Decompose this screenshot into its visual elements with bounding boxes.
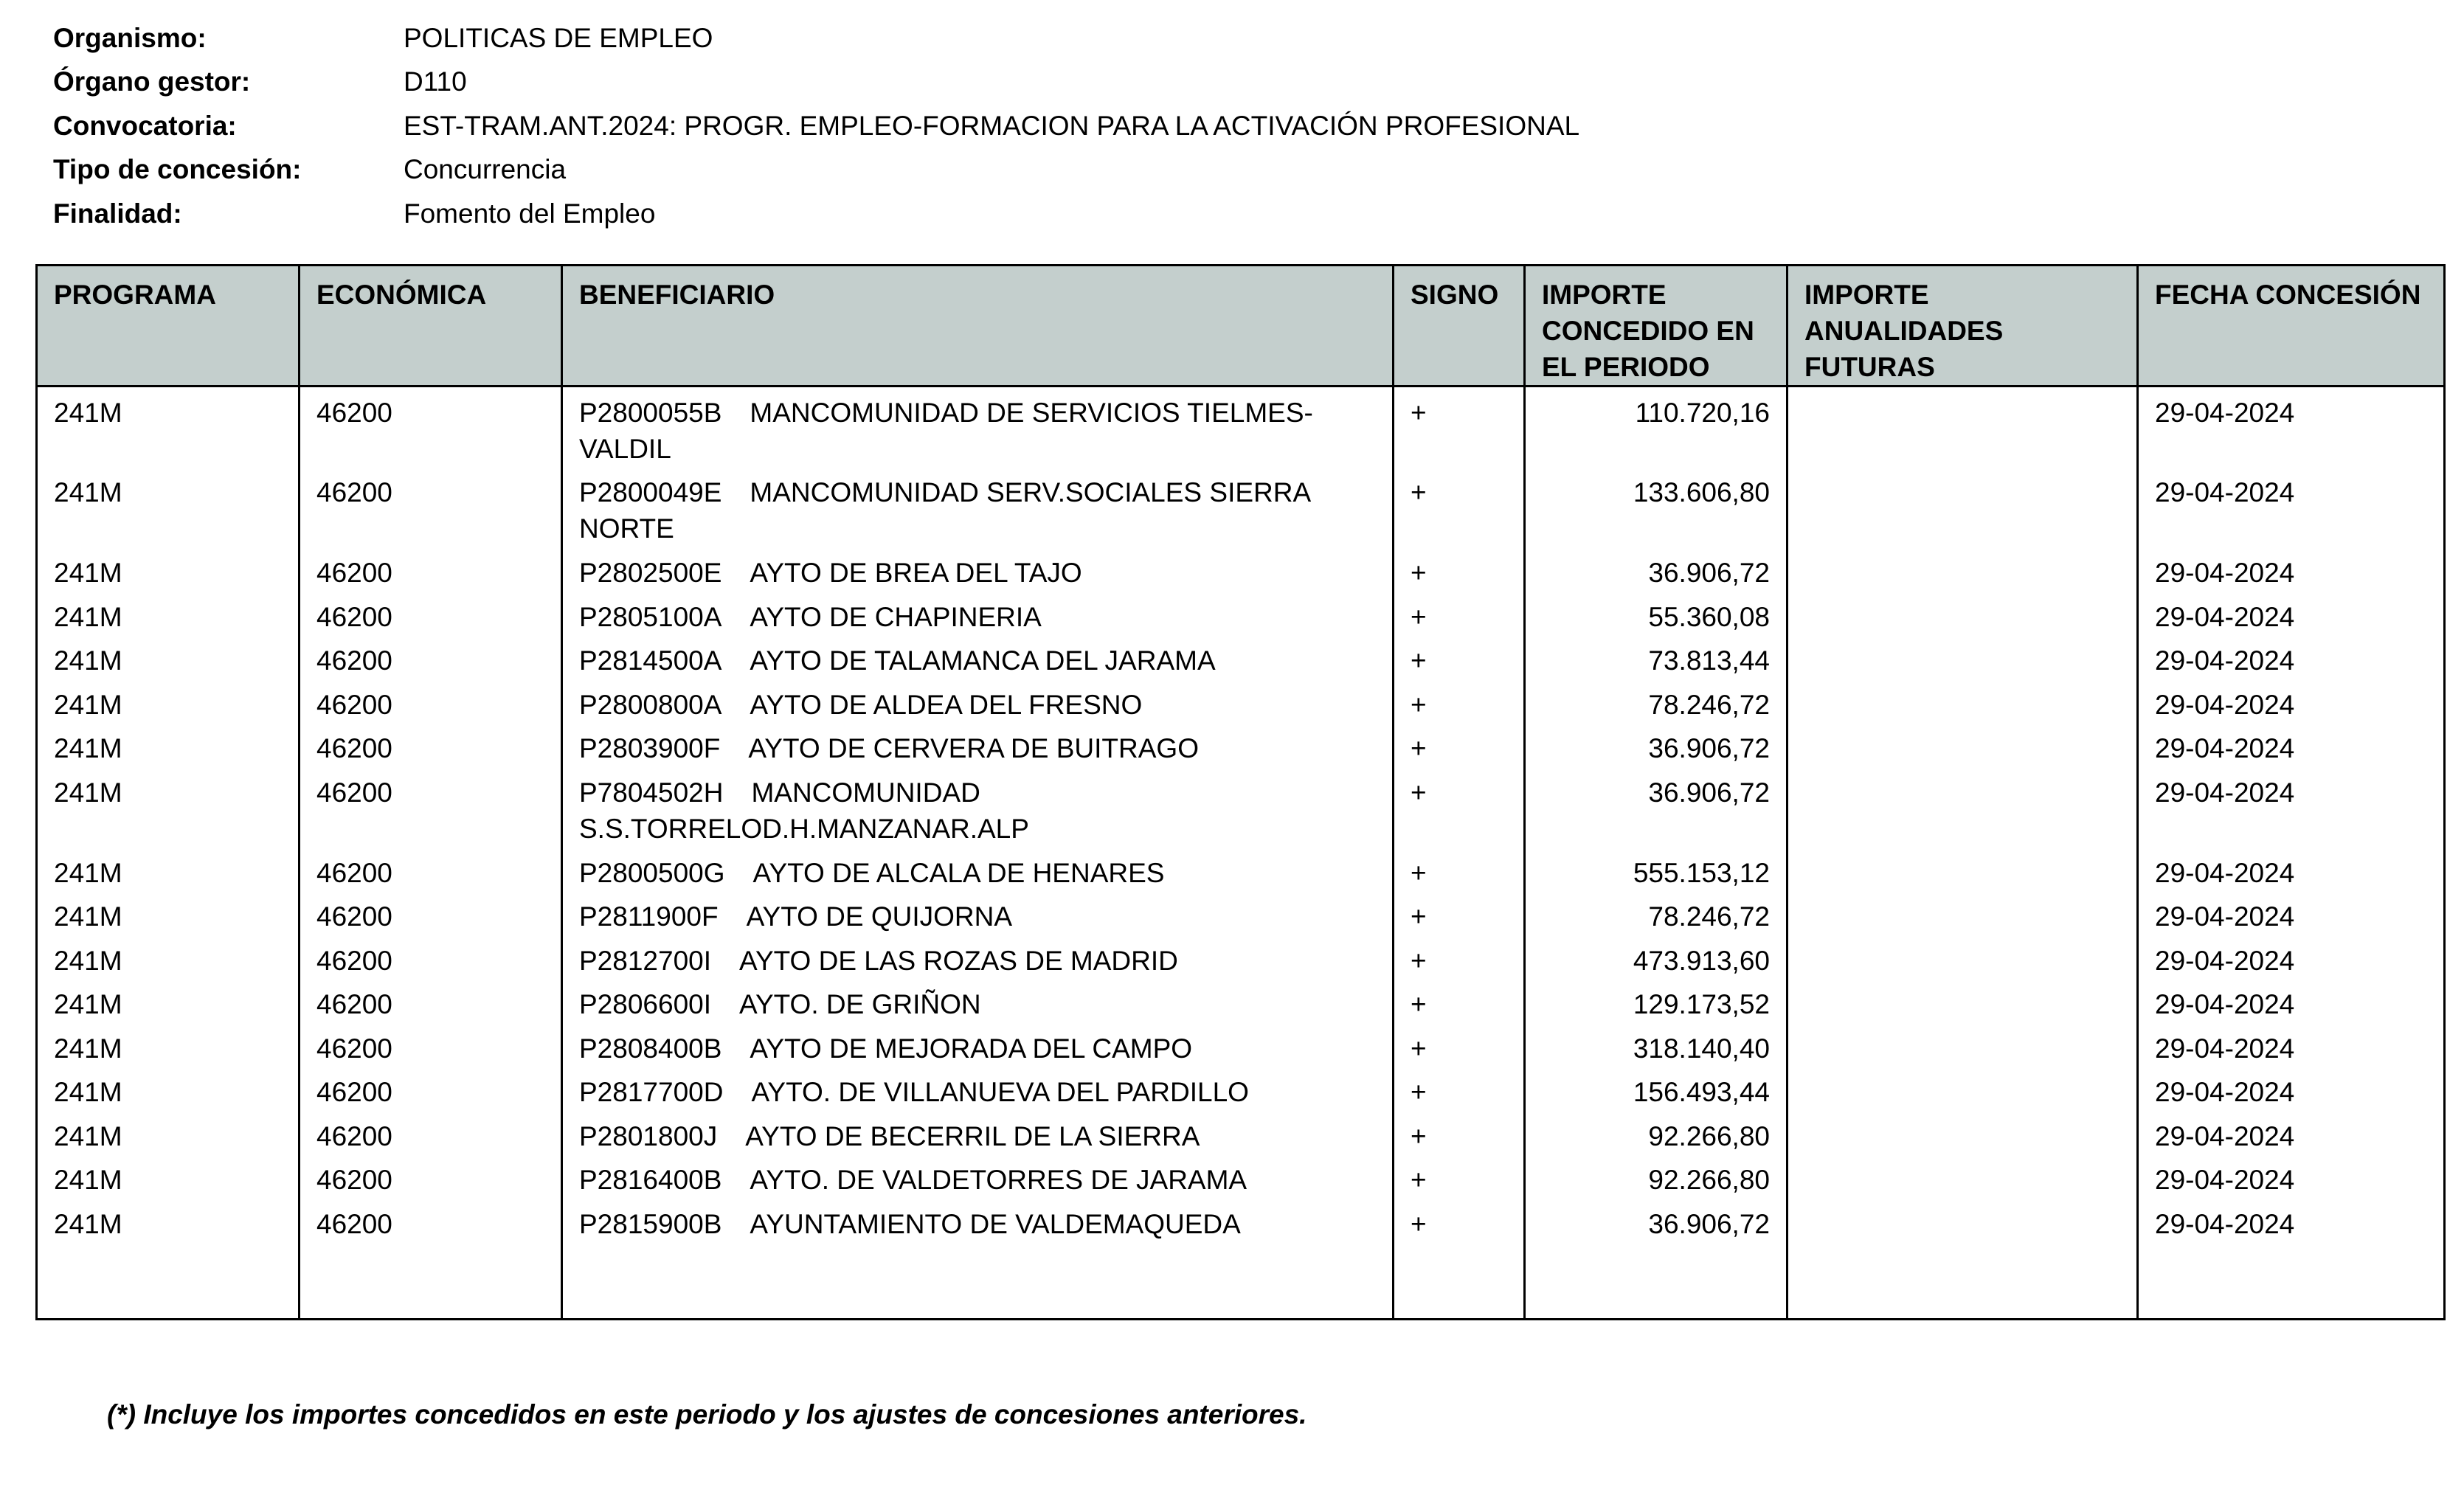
futuras-cell [1788,679,2138,724]
signo-value: + [1411,945,1427,976]
programa-cell [37,547,300,592]
organo-label: Órgano gestor: [53,66,251,97]
programa-value: 241M [54,1208,122,1239]
beneficiario-nif: P2812700I [579,945,712,976]
signo-value: + [1411,477,1427,507]
beneficiario-name: AYTO DE CHAPINERIA [750,601,1042,632]
fecha-cell [2138,979,2445,1023]
signo-cell [1394,1023,1525,1067]
table-row [37,592,2445,636]
signo-cell [1394,1154,1525,1199]
beneficiario-nif: P2800049E [579,477,722,507]
beneficiario-cell [562,1111,1394,1155]
beneficiario-cell [562,767,1394,848]
importe-cell [1525,547,1788,592]
futuras-cell [1788,935,2138,980]
table-row [37,547,2445,592]
economica-cell [300,1067,562,1111]
importe-value: 555.153,12 [1633,857,1770,888]
table-row [37,1111,2445,1155]
signo-cell [1394,979,1525,1023]
fecha-value: 29-04-2024 [2155,398,2295,428]
importe-cell [1525,1111,1788,1155]
fecha-value: 29-04-2024 [2155,1165,2295,1195]
importe-value: 92.266,80 [1648,1120,1770,1151]
col-economica: ECONÓMICA [300,266,562,387]
importe-cell [1525,467,1788,547]
programa-value: 241M [54,1077,122,1107]
table-row [37,723,2445,767]
beneficiario-nif: P2800055B [579,398,722,428]
col-futuras-line3: FUTURAS [1804,352,1935,382]
table-row [37,1067,2445,1111]
filler-cell [37,1242,300,1320]
importe-cell [1525,592,1788,636]
signo-cell [1394,635,1525,679]
importe-value: 36.906,72 [1648,733,1770,763]
organismo-label: Organismo: [53,22,207,53]
col-fecha: FECHA CONCESIÓN [2138,266,2445,387]
table-row [37,387,2445,468]
concessions-table [35,264,2446,1320]
beneficiario-cell [562,547,1394,592]
organismo-row [53,16,1579,60]
economica-cell [300,723,562,767]
beneficiario-nif: P2811900F [579,901,719,932]
beneficiario-nif: P2814500A [579,645,722,676]
beneficiario-cell [562,723,1394,767]
importe-value: 133.606,80 [1633,477,1770,507]
importe-cell [1525,891,1788,935]
economica-value: 46200 [316,601,392,632]
programa-cell [37,767,300,848]
programa-value: 241M [54,398,122,428]
convocatoria-label: Convocatoria: [53,110,237,141]
fecha-value: 29-04-2024 [2155,558,2295,588]
fecha-cell [2138,387,2445,468]
table-row [37,467,2445,547]
programa-cell [37,679,300,724]
economica-value: 46200 [316,558,392,588]
beneficiario-name: AYTO DE ALDEA DEL FRESNO [750,689,1143,720]
signo-value: + [1411,1165,1427,1195]
economica-value: 46200 [316,857,392,888]
beneficiario-name: AYTO DE BREA DEL TAJO [750,558,1082,588]
fecha-cell [2138,635,2445,679]
signo-value: + [1411,1033,1427,1064]
programa-value: 241M [54,477,122,507]
beneficiario-name: AYTO DE BECERRIL DE LA SIERRA [745,1120,1200,1151]
programa-value: 241M [54,1165,122,1195]
futuras-cell [1788,723,2138,767]
programa-value: 241M [54,601,122,632]
col-importe-line1: IMPORTE [1542,280,1667,310]
economica-value: 46200 [316,1165,392,1195]
table-header-row [37,266,2445,387]
beneficiario-cell [562,935,1394,980]
col-signo: SIGNO [1394,266,1525,387]
signo-value: + [1411,558,1427,588]
importe-cell [1525,635,1788,679]
signo-cell [1394,891,1525,935]
fecha-cell [2138,1023,2445,1067]
beneficiario-nif: P2800800A [579,689,722,720]
beneficiario-name: AYTO DE LAS ROZAS DE MADRID [739,945,1178,976]
finalidad-label: Finalidad: [53,198,182,229]
signo-value: + [1411,989,1427,1019]
economica-cell [300,1111,562,1155]
table-row [37,979,2445,1023]
convocatoria-row [53,104,1579,148]
fecha-cell [2138,547,2445,592]
programa-value: 241M [54,1033,122,1064]
fecha-cell [2138,723,2445,767]
economica-cell [300,467,562,547]
fecha-value: 29-04-2024 [2155,645,2295,676]
filler-cell [1394,1242,1525,1320]
importe-cell [1525,1154,1788,1199]
tipo-value: Concurrencia [404,154,567,185]
importe-value: 73.813,44 [1648,645,1770,676]
economica-cell [300,635,562,679]
table-row [37,935,2445,980]
economica-value: 46200 [316,989,392,1019]
beneficiario-name: AYTO. DE GRIÑON [739,989,981,1019]
table-row [37,1023,2445,1067]
footnote: (*) Incluye los importes concedidos en este periodo y los ajustes de concesiones anteriores. [107,1399,1307,1430]
col-importe-line3: EL PERIODO [1542,352,1710,382]
futuras-cell [1788,1111,2138,1155]
filler-cell [1788,1242,2138,1320]
importe-value: 55.360,08 [1648,601,1770,632]
futuras-cell [1788,1067,2138,1111]
fecha-cell [2138,679,2445,724]
finalidad-value: Fomento del Empleo [404,198,656,229]
beneficiario-cell [562,467,1394,547]
futuras-cell [1788,635,2138,679]
importe-value: 36.906,72 [1648,558,1770,588]
organo-value: D110 [404,66,467,97]
filler-cell [562,1242,1394,1320]
col-importe [1525,266,1788,387]
organo-row [53,60,1579,105]
fecha-cell [2138,848,2445,892]
convocatoria-value: EST-TRAM.ANT.2024: PROGR. EMPLEO-FORMACION PARA LA ACTIVACIÓN PROFESIONAL [404,110,1580,141]
beneficiario-nif: P2801800J [579,1120,718,1151]
table-row [37,1199,2445,1243]
programa-cell [37,935,300,980]
beneficiario-name: AYTO DE QUIJORNA [746,901,1013,932]
economica-value: 46200 [316,689,392,720]
beneficiario-nif: P2802500E [579,558,722,588]
beneficiario-cell [562,848,1394,892]
signo-cell [1394,848,1525,892]
beneficiario-cell [562,635,1394,679]
importe-value: 36.906,72 [1648,777,1770,808]
programa-value: 241M [54,689,122,720]
signo-cell [1394,1067,1525,1111]
economica-value: 46200 [316,1120,392,1151]
fecha-cell [2138,1199,2445,1243]
fecha-value: 29-04-2024 [2155,1120,2295,1151]
filler-cell [300,1242,562,1320]
fecha-value: 29-04-2024 [2155,1208,2295,1239]
filler-cell [2138,1242,2445,1320]
programa-value: 241M [54,558,122,588]
beneficiario-nif: P2805100A [579,601,722,632]
economica-cell [300,1023,562,1067]
col-futuras [1788,266,2138,387]
signo-cell [1394,547,1525,592]
futuras-cell [1788,467,2138,547]
beneficiario-nif: P2806600I [579,989,712,1019]
importe-cell [1525,979,1788,1023]
programa-value: 241M [54,945,122,976]
economica-value: 46200 [316,945,392,976]
economica-cell [300,1154,562,1199]
economica-cell [300,767,562,848]
signo-cell [1394,467,1525,547]
economica-cell [300,891,562,935]
programa-cell [37,723,300,767]
programa-cell [37,1067,300,1111]
beneficiario-cell [562,979,1394,1023]
col-futuras-line2: ANUALIDADES [1804,316,2004,346]
beneficiario-cell [562,1067,1394,1111]
programa-value: 241M [54,989,122,1019]
programa-value: 241M [54,645,122,676]
signo-value: + [1411,1120,1427,1151]
beneficiario-name: AYTO. DE VILLANUEVA DEL PARDILLO [751,1077,1249,1107]
programa-value: 241M [54,857,122,888]
signo-value: + [1411,601,1427,632]
beneficiario-name: AYTO DE MEJORADA DEL CAMPO [750,1033,1193,1064]
fecha-value: 29-04-2024 [2155,777,2295,808]
beneficiario-nif: P7804502H [579,777,724,808]
economica-value: 46200 [316,1208,392,1239]
programa-value: 241M [54,733,122,763]
economica-cell [300,592,562,636]
beneficiario-cell [562,592,1394,636]
table-row [37,767,2445,848]
header-info [53,16,1579,236]
importe-cell [1525,1023,1788,1067]
futuras-cell [1788,1154,2138,1199]
programa-value: 241M [54,1120,122,1151]
fecha-cell [2138,935,2445,980]
tipo-row [53,148,1579,193]
signo-cell [1394,592,1525,636]
futuras-cell [1788,848,2138,892]
signo-cell [1394,387,1525,468]
filler-cell [1525,1242,1788,1320]
beneficiario-cell [562,1199,1394,1243]
importe-value: 78.246,72 [1648,689,1770,720]
futuras-cell [1788,387,2138,468]
importe-cell [1525,935,1788,980]
economica-cell [300,387,562,468]
fecha-cell [2138,592,2445,636]
economica-value: 46200 [316,777,392,808]
tipo-label: Tipo de concesión: [53,154,302,185]
fecha-value: 29-04-2024 [2155,1033,2295,1064]
beneficiario-name: MANCOMUNIDAD S.S.TORRELOD.H.MANZANAR.ALP [579,777,1029,844]
importe-value: 110.720,16 [1635,398,1770,428]
fecha-cell [2138,1111,2445,1155]
beneficiario-nif: P2803900F [579,733,721,763]
economica-cell [300,547,562,592]
beneficiario-name: MANCOMUNIDAD SERV.SOCIALES SIERRA NORTE [579,477,1310,544]
beneficiario-cell [562,679,1394,724]
beneficiario-nif: P2817700D [579,1077,724,1107]
beneficiario-name: AYTO. DE VALDETORRES DE JARAMA [750,1165,1247,1195]
economica-cell [300,1199,562,1243]
fecha-value: 29-04-2024 [2155,945,2295,976]
economica-value: 46200 [316,733,392,763]
fecha-value: 29-04-2024 [2155,857,2295,888]
futuras-cell [1788,979,2138,1023]
importe-cell [1525,723,1788,767]
fecha-value: 29-04-2024 [2155,733,2295,763]
signo-value: + [1411,645,1427,676]
fecha-value: 29-04-2024 [2155,601,2295,632]
fecha-cell [2138,891,2445,935]
programa-cell [37,467,300,547]
programa-cell [37,1154,300,1199]
economica-cell [300,935,562,980]
importe-cell [1525,679,1788,724]
futuras-cell [1788,1023,2138,1067]
table-body [37,387,2445,1320]
signo-cell [1394,1199,1525,1243]
programa-cell [37,387,300,468]
fecha-value: 29-04-2024 [2155,477,2295,507]
programa-cell [37,1199,300,1243]
beneficiario-name: AYTO DE TALAMANCA DEL JARAMA [750,645,1216,676]
signo-value: + [1411,1077,1427,1107]
beneficiario-name: MANCOMUNIDAD DE SERVICIOS TIELMES-VALDIL [579,398,1313,464]
programa-value: 241M [54,901,122,932]
beneficiario-nif: P2800500G [579,857,725,888]
fecha-cell [2138,1154,2445,1199]
economica-value: 46200 [316,1033,392,1064]
programa-cell [37,1023,300,1067]
futuras-cell [1788,891,2138,935]
importe-value: 156.493,44 [1633,1077,1770,1107]
table-row [37,679,2445,724]
beneficiario-name: AYUNTAMIENTO DE VALDEMAQUEDA [750,1208,1241,1239]
table-row [37,848,2445,892]
table-row [37,1154,2445,1199]
fecha-value: 29-04-2024 [2155,901,2295,932]
beneficiario-cell [562,387,1394,468]
economica-value: 46200 [316,901,392,932]
beneficiario-cell [562,1023,1394,1067]
programa-cell [37,1111,300,1155]
beneficiario-nif: P2816400B [579,1165,722,1195]
signo-cell [1394,767,1525,848]
programa-cell [37,979,300,1023]
organismo-value: POLITICAS DE EMPLEO [404,22,713,53]
table-row [37,891,2445,935]
beneficiario-name: AYTO DE CERVERA DE BUITRAGO [748,733,1199,763]
table-filler-row [37,1242,2445,1320]
importe-value: 78.246,72 [1648,901,1770,932]
col-programa: PROGRAMA [37,266,300,387]
signo-cell [1394,723,1525,767]
futuras-cell [1788,767,2138,848]
economica-cell [300,979,562,1023]
beneficiario-cell [562,891,1394,935]
col-importe-line2: CONCEDIDO EN [1542,316,1754,346]
economica-value: 46200 [316,1077,392,1107]
signo-value: + [1411,733,1427,763]
importe-value: 129.173,52 [1633,989,1770,1019]
finalidad-row [53,192,1579,236]
fecha-cell [2138,767,2445,848]
importe-cell [1525,1199,1788,1243]
signo-value: + [1411,857,1427,888]
economica-cell [300,848,562,892]
signo-cell [1394,1111,1525,1155]
importe-value: 36.906,72 [1648,1208,1770,1239]
economica-value: 46200 [316,398,392,428]
importe-cell [1525,1067,1788,1111]
signo-value: + [1411,901,1427,932]
importe-cell [1525,387,1788,468]
signo-value: + [1411,398,1427,428]
economica-value: 46200 [316,477,392,507]
beneficiario-nif: P2815900B [579,1208,722,1239]
col-futuras-line1: IMPORTE [1804,280,1929,310]
fecha-value: 29-04-2024 [2155,989,2295,1019]
signo-value: + [1411,1208,1427,1239]
fecha-value: 29-04-2024 [2155,689,2295,720]
programa-value: 241M [54,777,122,808]
fecha-cell [2138,467,2445,547]
col-beneficiario: BENEFICIARIO [562,266,1394,387]
programa-cell [37,891,300,935]
signo-value: + [1411,689,1427,720]
programa-cell [37,635,300,679]
signo-cell [1394,935,1525,980]
economica-value: 46200 [316,645,392,676]
importe-cell [1525,767,1788,848]
table-row [37,635,2445,679]
programa-cell [37,592,300,636]
importe-value: 473.913,60 [1633,945,1770,976]
beneficiario-cell [562,1154,1394,1199]
economica-cell [300,679,562,724]
signo-cell [1394,679,1525,724]
importe-value: 92.266,80 [1648,1165,1770,1195]
importe-value: 318.140,40 [1633,1033,1770,1064]
futuras-cell [1788,1199,2138,1243]
fecha-value: 29-04-2024 [2155,1077,2295,1107]
programa-cell [37,848,300,892]
signo-value: + [1411,777,1427,808]
beneficiario-name: AYTO DE ALCALA DE HENARES [752,857,1165,888]
fecha-cell [2138,1067,2445,1111]
futuras-cell [1788,592,2138,636]
futuras-cell [1788,547,2138,592]
beneficiario-nif: P2808400B [579,1033,722,1064]
importe-cell [1525,848,1788,892]
